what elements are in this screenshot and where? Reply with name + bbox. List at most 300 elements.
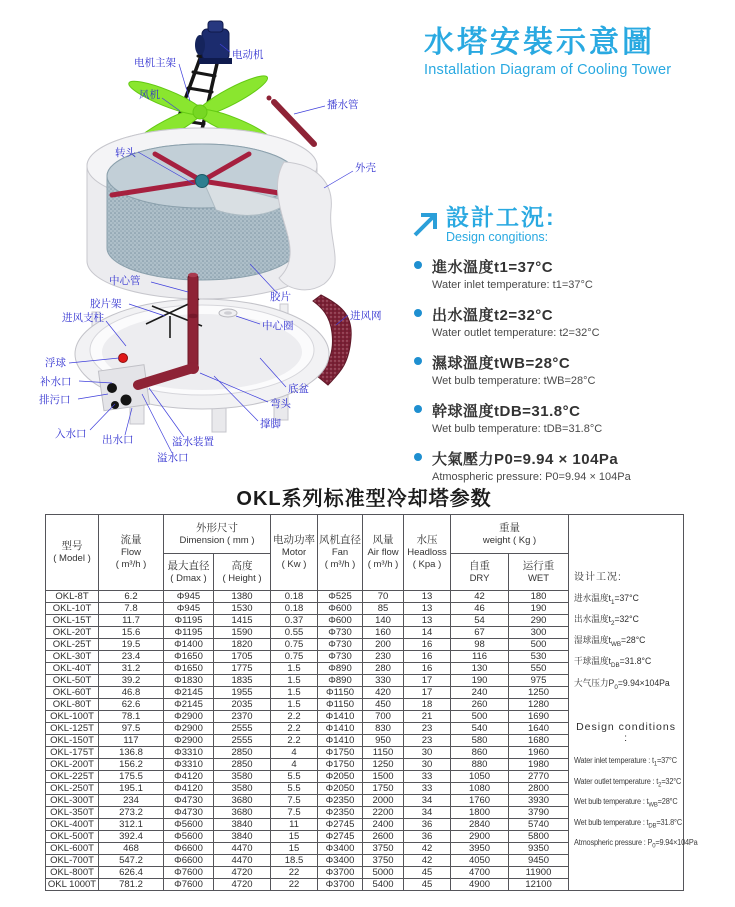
- elbow-label: 弯头: [270, 398, 291, 410]
- table-cell: 78.1: [99, 711, 164, 723]
- table-cell: 117: [99, 735, 164, 747]
- air-inlet-mesh-label: 进风网: [350, 310, 382, 322]
- table-cell: 2850: [214, 747, 271, 759]
- table-cell: OKL-200T: [46, 759, 99, 771]
- design-condition-item: 大氣壓力P0=9.94 × 104Pa Atmospheric pressure: P0=9.94 × 104Pa: [410, 448, 725, 483]
- table-cell: 3750: [363, 855, 404, 867]
- table-cell: 116: [451, 651, 509, 663]
- table-cell: 2555: [214, 723, 271, 735]
- table-cell: 13: [404, 591, 451, 603]
- table-cell: 39.2: [99, 675, 164, 687]
- table-cell: OKL-100T: [46, 711, 99, 723]
- air-inlet-pillar-label: 进风支柱: [62, 312, 104, 324]
- table-cell: OKL-80T: [46, 699, 99, 711]
- table-cell: Φ6600: [164, 843, 214, 855]
- table-cell: 31.2: [99, 663, 164, 675]
- table-cell: 500: [451, 711, 509, 723]
- table-cell: OKL-500T: [46, 831, 99, 843]
- table-cell: Φ525: [318, 591, 363, 603]
- table-cell: 1590: [214, 627, 271, 639]
- note-line: 湿球温度$t_{WB}=28^\circ C$: [574, 635, 646, 648]
- fill-rack-label: 胶片架: [90, 298, 122, 310]
- arrow-up-right-icon: [410, 209, 440, 239]
- table-cell: Φ3400: [318, 843, 363, 855]
- table-cell: 18: [404, 699, 451, 711]
- table-cell: Φ2350: [318, 795, 363, 807]
- table-cell: OKL-25T: [46, 639, 99, 651]
- table-cell: 2800: [509, 783, 569, 795]
- table-cell: 5400: [363, 879, 404, 891]
- table-cell: Φ1195: [164, 615, 214, 627]
- table-cell: OKL-10T: [46, 603, 99, 615]
- table-cell: 2.2: [271, 723, 318, 735]
- table-cell: 1530: [214, 603, 271, 615]
- table-cell: 1820: [214, 639, 271, 651]
- table-cell: 85: [363, 603, 404, 615]
- table-cell: 4900: [451, 879, 509, 891]
- table-cell: 15: [271, 843, 318, 855]
- table-cell: 36: [404, 819, 451, 831]
- table-cell: 67: [451, 627, 509, 639]
- table-cell: 62.6: [99, 699, 164, 711]
- basin-label: 底盆: [288, 383, 309, 395]
- notes-zh-heading: 设计工况:: [574, 572, 622, 583]
- table-cell: Φ5600: [164, 831, 214, 843]
- basin-figure: [75, 299, 329, 432]
- table-cell: OKL-15T: [46, 615, 99, 627]
- table-cell: OKL-30T: [46, 651, 99, 663]
- table-cell: Φ2350: [318, 807, 363, 819]
- table-cell: 3790: [509, 807, 569, 819]
- table-cell: 46.8: [99, 687, 164, 699]
- bullet-dot-icon: [414, 309, 422, 317]
- table-cell: 1.5: [271, 675, 318, 687]
- table-cell: 280: [363, 663, 404, 675]
- table-cell: 16: [404, 639, 451, 651]
- table-cell: Φ4730: [164, 795, 214, 807]
- table-cell: Φ3310: [164, 759, 214, 771]
- table-cell: OKL 1000T: [46, 879, 99, 891]
- table-cell: 4470: [214, 855, 271, 867]
- table-cell: 15: [271, 831, 318, 843]
- table-cell: 17: [404, 675, 451, 687]
- table-cell: 11.7: [99, 615, 164, 627]
- col-header-wet: 运行重 WET: [509, 554, 569, 591]
- design-condition-item: 濕球溫度tWB=28°C Wet bulb temperature: tWB=28°C: [410, 352, 725, 387]
- table-cell: 5.5: [271, 783, 318, 795]
- table-cell: 300: [509, 627, 569, 639]
- table-cell: 3680: [214, 795, 271, 807]
- table-cell: Φ2050: [318, 771, 363, 783]
- table-cell: Φ1195: [164, 627, 214, 639]
- table-cell: 46: [451, 603, 509, 615]
- note-line: Wet bulb temperature : $t_{WB}=28^\circ C$: [574, 797, 678, 809]
- table-cell: 156.2: [99, 759, 164, 771]
- table-cell: 175.5: [99, 771, 164, 783]
- table-cell: 540: [451, 723, 509, 735]
- note-line: 大气压力$P_0=9.94\times 104Pa$: [574, 677, 670, 691]
- table-cell: 33: [404, 783, 451, 795]
- support-foot-label: 撑脚: [260, 418, 281, 430]
- col-header-flow: 流量 Flow ( m³/h ): [99, 515, 164, 591]
- center-ring-figure: [219, 309, 237, 317]
- table-cell: 1500: [363, 771, 404, 783]
- table-cell: 4: [271, 747, 318, 759]
- table-cell: Φ600: [318, 603, 363, 615]
- table-cell: 626.4: [99, 867, 164, 879]
- table-cell: 0.37: [271, 615, 318, 627]
- table-cell: Φ1750: [318, 747, 363, 759]
- table-cell: 1050: [451, 771, 509, 783]
- rotary-head-label: 转头: [115, 147, 136, 159]
- table-cell: Φ730: [318, 639, 363, 651]
- table-cell: 3840: [214, 819, 271, 831]
- table-cell: Φ2900: [164, 723, 214, 735]
- table-cell: 23.4: [99, 651, 164, 663]
- table-cell: 580: [451, 735, 509, 747]
- table-cell: Φ5600: [164, 819, 214, 831]
- spec-table: [45, 514, 698, 891]
- table-cell: 4050: [451, 855, 509, 867]
- table-cell: OKL-50T: [46, 675, 99, 687]
- table-cell: 1640: [509, 723, 569, 735]
- table-cell: 4720: [214, 867, 271, 879]
- table-cell: Φ1650: [164, 651, 214, 663]
- table-cell: 3580: [214, 771, 271, 783]
- design-heading-zh: 設計工況:: [446, 204, 556, 230]
- table-cell: 0.18: [271, 591, 318, 603]
- casing-piece-figure: [277, 162, 335, 290]
- design-conditions-panel: [410, 205, 725, 496]
- notes-en-heading: Design conditions :: [576, 720, 676, 744]
- table-cell: OKL-175T: [46, 747, 99, 759]
- table-cell: OKL-125T: [46, 723, 99, 735]
- table-cell: 4470: [214, 843, 271, 855]
- table-cell: 7.5: [271, 795, 318, 807]
- table-cell: Φ2145: [164, 699, 214, 711]
- col-header-dry: 自重 DRY: [451, 554, 509, 591]
- table-cell: 34: [404, 795, 451, 807]
- table-cell: 16: [404, 651, 451, 663]
- table-cell: 860: [451, 747, 509, 759]
- table-cell: 2.2: [271, 711, 318, 723]
- table-cell: 330: [363, 675, 404, 687]
- table-cell: Φ3700: [318, 867, 363, 879]
- bullet-dot-icon: [414, 453, 422, 461]
- table-cell: 880: [451, 759, 509, 771]
- bullet-dot-icon: [414, 357, 422, 365]
- table-cell: 12100: [509, 879, 569, 891]
- table-cell: 140: [363, 615, 404, 627]
- table-cell: 1.5: [271, 699, 318, 711]
- table-cell: 7.5: [271, 807, 318, 819]
- table-cell: 468: [99, 843, 164, 855]
- design-heading-en: Design congitions:: [446, 230, 549, 245]
- table-cell: 6.2: [99, 591, 164, 603]
- table-cell: 950: [363, 735, 404, 747]
- table-cell: 3580: [214, 783, 271, 795]
- table-cell: 13: [404, 603, 451, 615]
- table-cell: 23: [404, 735, 451, 747]
- table-cell: 0.18: [271, 603, 318, 615]
- table-cell: Φ945: [164, 603, 214, 615]
- table-cell: 16: [404, 663, 451, 675]
- table-cell: Φ1410: [318, 735, 363, 747]
- table-cell: Φ6600: [164, 855, 214, 867]
- table-cell: Φ1650: [164, 663, 214, 675]
- table-cell: 5740: [509, 819, 569, 831]
- table-cell: OKL-250T: [46, 783, 99, 795]
- table-cell: Φ1150: [318, 699, 363, 711]
- table-cell: 42: [404, 843, 451, 855]
- table-cell: 160: [363, 627, 404, 639]
- sprinkler-pipe-label: 播水管: [327, 99, 359, 111]
- table-cell: 23: [404, 723, 451, 735]
- table-cell: 190: [509, 603, 569, 615]
- table-cell: 0.55: [271, 627, 318, 639]
- note-line: 干球温度$t_{DB}=31.8^\circ C$: [574, 656, 652, 670]
- table-cell: 97.5: [99, 723, 164, 735]
- casing-label: 外壳: [355, 162, 376, 174]
- table-cell: 312.1: [99, 819, 164, 831]
- table-cell: 420: [363, 687, 404, 699]
- table-cell: 3840: [214, 831, 271, 843]
- table-cell: 1775: [214, 663, 271, 675]
- table-cell: 1705: [214, 651, 271, 663]
- table-cell: 2200: [363, 807, 404, 819]
- overflow-port-label: 溢水口: [157, 452, 189, 464]
- table-cell: 0.75: [271, 639, 318, 651]
- table-cell: 13: [404, 615, 451, 627]
- table-cell: 17: [404, 687, 451, 699]
- table-cell: 34: [404, 807, 451, 819]
- table-cell: OKL-400T: [46, 819, 99, 831]
- design-condition-item: 出水溫度t2=32°C Water outlet temperature: t2=32°C: [410, 304, 725, 339]
- design-notes-zh: [574, 573, 678, 696]
- table-cell: 2370: [214, 711, 271, 723]
- overflow-device-label: 溢水装置: [172, 436, 214, 448]
- table-cell: Φ4120: [164, 783, 214, 795]
- table-cell: Φ4120: [164, 771, 214, 783]
- table-cell: OKL-600T: [46, 843, 99, 855]
- table-cell: 136.8: [99, 747, 164, 759]
- table-cell: OKL-350T: [46, 807, 99, 819]
- table-cell: 1.5: [271, 687, 318, 699]
- table-cell: 530: [509, 651, 569, 663]
- table-cell: 1835: [214, 675, 271, 687]
- table-cell: 2400: [363, 819, 404, 831]
- table-cell: Φ1830: [164, 675, 214, 687]
- table-cell: 30: [404, 747, 451, 759]
- design-condition-item: 進水溫度t1=37°C Water inlet temperature: t1=37°C: [410, 256, 725, 291]
- table-cell: 781.2: [99, 879, 164, 891]
- table-cell: 1750: [363, 783, 404, 795]
- table-cell: 22: [271, 879, 318, 891]
- table-cell: 19.5: [99, 639, 164, 651]
- note-line: Wet bulb temperature : $t_{DB}=31.8^\circ C$: [574, 817, 682, 830]
- table-cell: 18.5: [271, 855, 318, 867]
- table-cell: Φ2050: [318, 783, 363, 795]
- table-cell: 200: [363, 639, 404, 651]
- table-cell: Φ890: [318, 663, 363, 675]
- water-inlet-label: 入水口: [55, 428, 87, 440]
- table-cell: 2555: [214, 735, 271, 747]
- table-cell: 42: [404, 855, 451, 867]
- page-title-en: Installation Diagram of Cooling Tower: [424, 62, 672, 78]
- table-cell: 54: [451, 615, 509, 627]
- table-cell: OKL-20T: [46, 627, 99, 639]
- table-cell: 240: [451, 687, 509, 699]
- table-cell: 9450: [509, 855, 569, 867]
- table-cell: OKL-225T: [46, 771, 99, 783]
- table-cell: 195.1: [99, 783, 164, 795]
- table-cell: 1.5: [271, 663, 318, 675]
- note-line: Atmospheric pressure : $P_0=9.94\times 104Pa$: [574, 838, 698, 850]
- table-cell: 2.2: [271, 735, 318, 747]
- table-cell: 4: [271, 759, 318, 771]
- center-ring-label: 中心圈: [262, 320, 294, 332]
- table-cell: 42: [451, 591, 509, 603]
- table-cell: Φ3310: [164, 747, 214, 759]
- col-header-motor: 电动功率 Motor ( Kw ): [271, 515, 318, 591]
- note-line: 进水温度$t_1=37^\circ C$: [574, 592, 639, 606]
- table-cell: 1960: [509, 747, 569, 759]
- col-header-headloss: 水压 Headloss ( Kpa ): [404, 515, 451, 591]
- design-conditions-list: [410, 256, 725, 483]
- table-cell: 33: [404, 771, 451, 783]
- water-outlet-label: 出水口: [102, 434, 134, 446]
- table-cell: Φ1400: [164, 639, 214, 651]
- note-line: Water outlet temperature : $t_2=32^\circ C$: [574, 776, 682, 789]
- table-cell: 36: [404, 831, 451, 843]
- table-cell: Φ2900: [164, 735, 214, 747]
- table-cell: 98: [451, 639, 509, 651]
- table-cell: 15.6: [99, 627, 164, 639]
- table-cell: 500: [509, 639, 569, 651]
- table-cell: 190: [451, 675, 509, 687]
- table-cell: Φ730: [318, 627, 363, 639]
- table-cell: 45: [404, 867, 451, 879]
- table-cell: 550: [509, 663, 569, 675]
- table-cell: 1800: [451, 807, 509, 819]
- table-cell: 1955: [214, 687, 271, 699]
- table-cell: 1150: [363, 747, 404, 759]
- table-cell: Φ1410: [318, 711, 363, 723]
- col-header-airflow: 风量 Air flow ( m³/h ): [363, 515, 404, 591]
- table-cell: 180: [509, 591, 569, 603]
- table-cell: OKL-800T: [46, 867, 99, 879]
- table-cell: 975: [509, 675, 569, 687]
- note-line: 出水温度$t_2=32^\circ C$: [574, 613, 639, 627]
- table-cell: 450: [363, 699, 404, 711]
- table-cell: 1080: [451, 783, 509, 795]
- motor-label: 电动机: [232, 49, 264, 61]
- table-cell: 290: [509, 615, 569, 627]
- table-cell: 2850: [214, 759, 271, 771]
- table-cell: 1680: [509, 735, 569, 747]
- col-header-dmax: 最大直径 ( Dmax ): [164, 554, 214, 591]
- table-cell: 3950: [451, 843, 509, 855]
- col-header-height: 高度 ( Height ): [214, 554, 271, 591]
- table-cell: Φ3400: [318, 855, 363, 867]
- table-cell: Φ2145: [164, 687, 214, 699]
- table-cell: 1280: [509, 699, 569, 711]
- table-cell: 1690: [509, 711, 569, 723]
- table-cell: 11900: [509, 867, 569, 879]
- table-cell: Φ1410: [318, 723, 363, 735]
- table-cell: Φ7600: [164, 879, 214, 891]
- table-cell: Φ1750: [318, 759, 363, 771]
- table-cell: 234: [99, 795, 164, 807]
- table-cell: 2770: [509, 771, 569, 783]
- col-header-model: 型号 ( Model ): [46, 515, 99, 591]
- motor-frame-label: 电机主架: [134, 57, 176, 69]
- fill-label: 胶片: [270, 291, 291, 303]
- design-notes-cell: [569, 515, 698, 891]
- table-cell: 547.2: [99, 855, 164, 867]
- table-cell: 3680: [214, 807, 271, 819]
- bullet-dot-icon: [414, 405, 422, 413]
- table-cell: Φ4730: [164, 807, 214, 819]
- table-cell: 2000: [363, 795, 404, 807]
- table-cell: 700: [363, 711, 404, 723]
- table-cell: Φ2900: [164, 711, 214, 723]
- table-cell: Φ7600: [164, 867, 214, 879]
- table-cell: 260: [451, 699, 509, 711]
- makeup-port-label: 补水口: [40, 376, 72, 388]
- table-cell: 2600: [363, 831, 404, 843]
- table-cell: 70: [363, 591, 404, 603]
- table-cell: 0.75: [271, 651, 318, 663]
- table-cell: 1380: [214, 591, 271, 603]
- table-cell: 22: [271, 867, 318, 879]
- table-cell: OKL-60T: [46, 687, 99, 699]
- table-cell: 3930: [509, 795, 569, 807]
- note-line: Water inlet temperature : $t_1=37^\circ C$: [574, 756, 677, 768]
- table-cell: 30: [404, 759, 451, 771]
- table-cell: 45: [404, 879, 451, 891]
- table-cell: 11: [271, 819, 318, 831]
- fan-label: 风机: [139, 89, 160, 101]
- col-header-dimension: 外形尺寸 Dimension ( mm ): [164, 515, 271, 554]
- table-cell: 3750: [363, 843, 404, 855]
- table-cell: 14: [404, 627, 451, 639]
- table-cell: 392.4: [99, 831, 164, 843]
- title-block: [424, 26, 724, 78]
- table-cell: 1980: [509, 759, 569, 771]
- table-cell: OKL-150T: [46, 735, 99, 747]
- table-cell: 4700: [451, 867, 509, 879]
- table-cell: 2035: [214, 699, 271, 711]
- design-condition-item: 幹球溫度tDB=31.8°C Wet bulb temperature: tDB=31.8°C: [410, 400, 725, 435]
- table-cell: 1250: [363, 759, 404, 771]
- table-cell: OKL-8T: [46, 591, 99, 603]
- table-cell: 1415: [214, 615, 271, 627]
- table-cell: Φ945: [164, 591, 214, 603]
- float-ball-label: 浮球: [45, 357, 66, 369]
- col-header-fan: 风机直径 Fan ( m³/h ): [318, 515, 363, 591]
- table-cell: 4720: [214, 879, 271, 891]
- table-cell: 5800: [509, 831, 569, 843]
- table-cell: 2900: [451, 831, 509, 843]
- table-cell: 21: [404, 711, 451, 723]
- table-cell: 2840: [451, 819, 509, 831]
- table-cell: Φ2745: [318, 819, 363, 831]
- table-cell: 1760: [451, 795, 509, 807]
- table-cell: Φ2745: [318, 831, 363, 843]
- table-cell: OKL-40T: [46, 663, 99, 675]
- table-cell: OKL-700T: [46, 855, 99, 867]
